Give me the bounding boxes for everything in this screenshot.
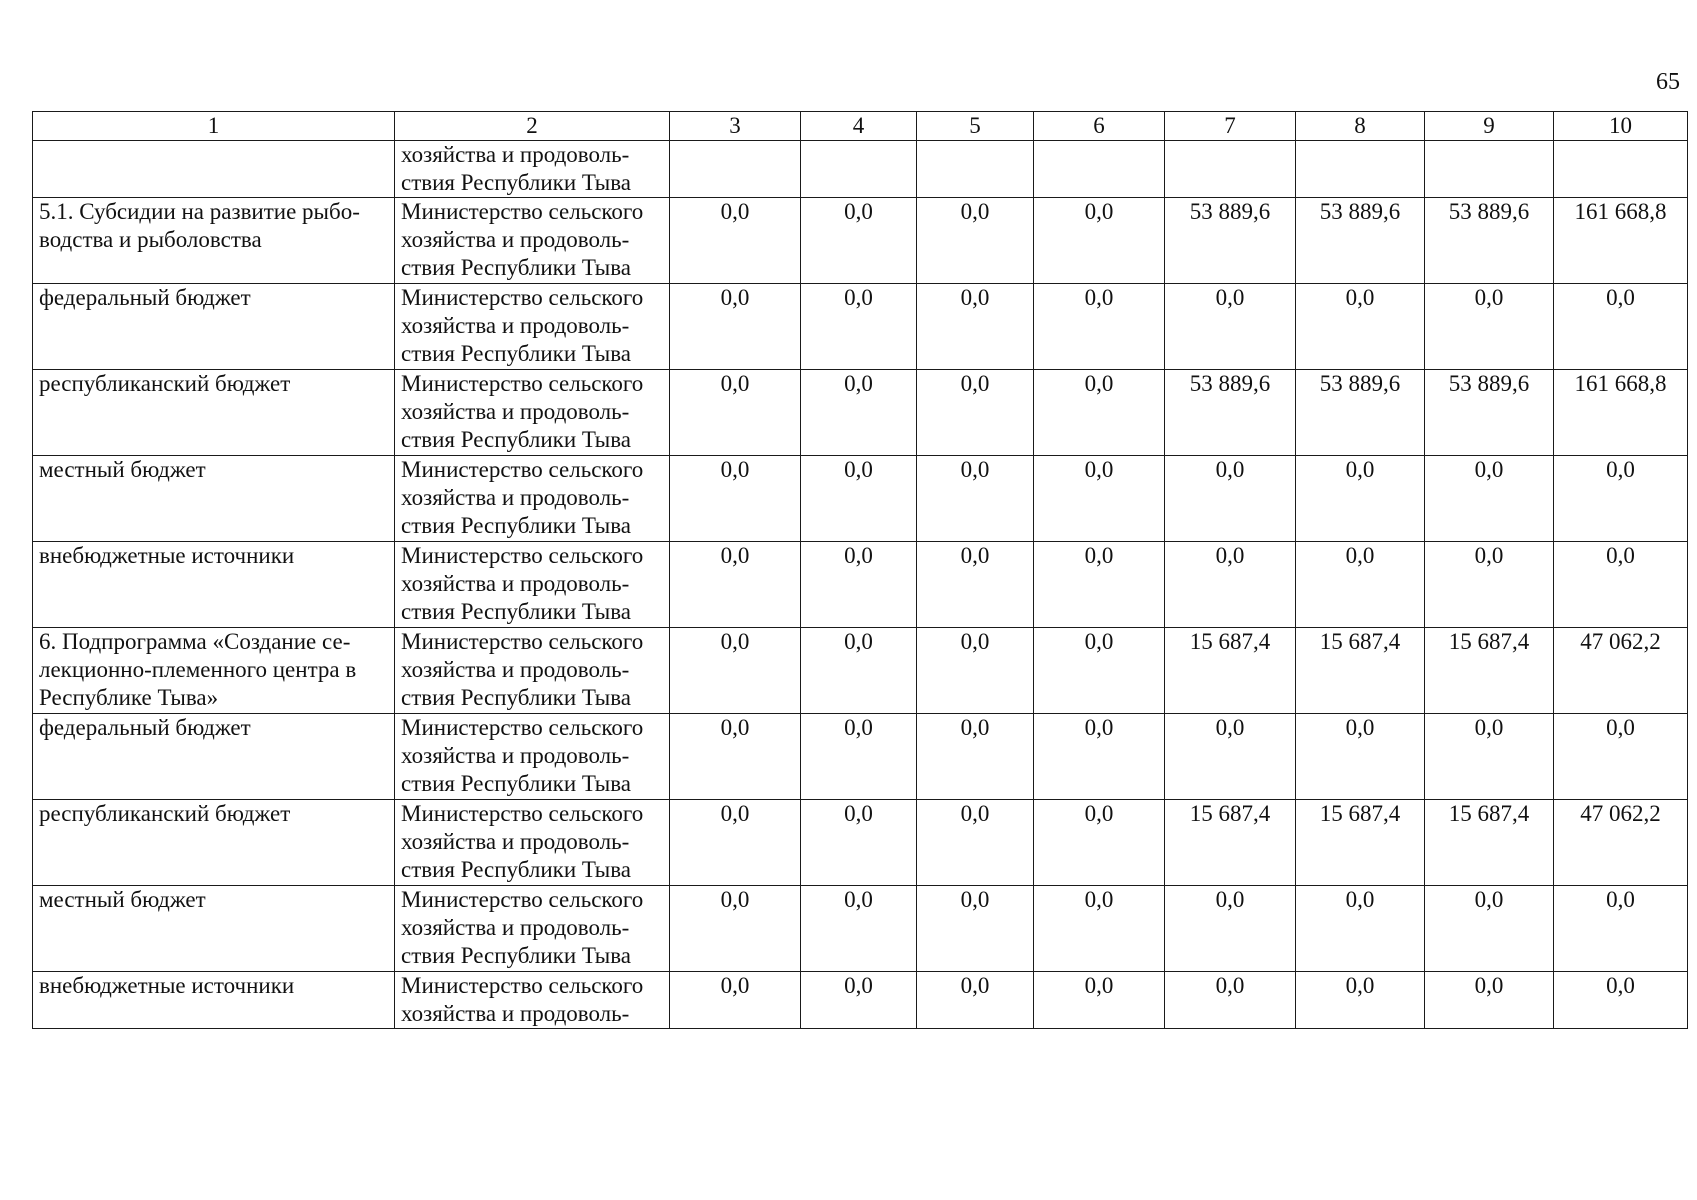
row-name-cell: федеральный бюджет xyxy=(33,284,395,370)
value-cell: 0,0 xyxy=(801,370,917,456)
executor-cell: Министерство сельского хозяйства и продоволь- xyxy=(395,972,670,1029)
value-cell: 0,0 xyxy=(1554,456,1688,542)
value-cell: 0,0 xyxy=(1554,284,1688,370)
executor-cell: Министерство сельского хозяйства и продоволь-ствия Республики Тыва xyxy=(395,370,670,456)
row-name-cell: республиканский бюджет xyxy=(33,800,395,886)
table-row xyxy=(33,370,1688,456)
value-cell: 15 687,4 xyxy=(1425,628,1554,714)
value-cell: 0,0 xyxy=(801,628,917,714)
table-row xyxy=(33,714,1688,800)
value-cell: 0,0 xyxy=(1165,456,1296,542)
header-cell: 1 xyxy=(33,112,395,141)
header-cell: 4 xyxy=(801,112,917,141)
value-cell: 0,0 xyxy=(1034,370,1165,456)
value-cell: 0,0 xyxy=(670,456,801,542)
value-cell: 0,0 xyxy=(1296,284,1425,370)
value-cell: 0,0 xyxy=(1425,284,1554,370)
executor-cell: хозяйства и продоволь-ствия Республики Тыва xyxy=(395,141,670,198)
value-cell: 0,0 xyxy=(1425,886,1554,972)
value-cell: 0,0 xyxy=(1425,456,1554,542)
value-cell: 0,0 xyxy=(801,198,917,284)
table-row xyxy=(33,886,1688,972)
value-cell: 0,0 xyxy=(1165,972,1296,1029)
value-cell xyxy=(1296,141,1425,198)
executor-cell: Министерство сельского хозяйства и продоволь-ствия Республики Тыва xyxy=(395,456,670,542)
value-cell: 0,0 xyxy=(1296,886,1425,972)
value-cell: 0,0 xyxy=(917,714,1034,800)
value-cell: 0,0 xyxy=(1034,886,1165,972)
value-cell: 53 889,6 xyxy=(1165,370,1296,456)
value-cell xyxy=(917,141,1034,198)
table-row xyxy=(33,198,1688,284)
value-cell: 0,0 xyxy=(917,886,1034,972)
value-cell xyxy=(670,141,801,198)
value-cell: 0,0 xyxy=(670,800,801,886)
value-cell: 161 668,8 xyxy=(1554,370,1688,456)
value-cell: 161 668,8 xyxy=(1554,198,1688,284)
value-cell: 0,0 xyxy=(670,714,801,800)
value-cell: 15 687,4 xyxy=(1296,628,1425,714)
value-cell: 53 889,6 xyxy=(1425,370,1554,456)
value-cell: 0,0 xyxy=(670,370,801,456)
value-cell: 0,0 xyxy=(1165,542,1296,628)
value-cell: 0,0 xyxy=(670,198,801,284)
header-cell: 9 xyxy=(1425,112,1554,141)
value-cell xyxy=(1554,141,1688,198)
value-cell: 0,0 xyxy=(1554,972,1688,1029)
value-cell xyxy=(1034,141,1165,198)
header-cell: 5 xyxy=(917,112,1034,141)
table-row xyxy=(33,456,1688,542)
header-cell: 10 xyxy=(1554,112,1688,141)
value-cell: 15 687,4 xyxy=(1425,800,1554,886)
row-name-cell: федеральный бюджет xyxy=(33,714,395,800)
value-cell: 0,0 xyxy=(1425,972,1554,1029)
row-name-cell: 6. Подпрограмма «Создание се-лекционно-племенного центра в Республике Тыва» xyxy=(33,628,395,714)
executor-cell: Министерство сельского хозяйства и продоволь-ствия Республики Тыва xyxy=(395,886,670,972)
value-cell: 0,0 xyxy=(1296,714,1425,800)
value-cell: 0,0 xyxy=(1034,542,1165,628)
value-cell: 0,0 xyxy=(1034,456,1165,542)
row-name-cell: местный бюджет xyxy=(33,886,395,972)
value-cell: 0,0 xyxy=(917,456,1034,542)
value-cell: 0,0 xyxy=(801,972,917,1029)
table-row-continued xyxy=(33,141,1688,198)
table-row xyxy=(33,800,1688,886)
value-cell: 0,0 xyxy=(917,800,1034,886)
value-cell: 0,0 xyxy=(1425,542,1554,628)
value-cell: 0,0 xyxy=(1296,456,1425,542)
header-row xyxy=(33,112,1688,141)
row-name-cell: республиканский бюджет xyxy=(33,370,395,456)
row-name-cell: внебюджетные источники xyxy=(33,972,395,1029)
value-cell: 47 062,2 xyxy=(1554,800,1688,886)
value-cell: 0,0 xyxy=(917,284,1034,370)
value-cell: 0,0 xyxy=(670,628,801,714)
value-cell: 0,0 xyxy=(1034,972,1165,1029)
value-cell: 15 687,4 xyxy=(1296,800,1425,886)
value-cell xyxy=(1165,141,1296,198)
value-cell: 0,0 xyxy=(1034,628,1165,714)
header-cell: 2 xyxy=(395,112,670,141)
value-cell: 0,0 xyxy=(670,284,801,370)
row-name-cell xyxy=(33,141,395,198)
value-cell: 15 687,4 xyxy=(1165,800,1296,886)
value-cell: 0,0 xyxy=(801,800,917,886)
value-cell: 0,0 xyxy=(670,542,801,628)
value-cell: 0,0 xyxy=(1296,542,1425,628)
header-cell: 3 xyxy=(670,112,801,141)
value-cell: 0,0 xyxy=(917,972,1034,1029)
value-cell: 0,0 xyxy=(670,886,801,972)
value-cell: 0,0 xyxy=(1554,886,1688,972)
value-cell: 0,0 xyxy=(917,542,1034,628)
value-cell: 0,0 xyxy=(1034,198,1165,284)
value-cell: 15 687,4 xyxy=(1165,628,1296,714)
value-cell: 0,0 xyxy=(801,284,917,370)
executor-cell: Министерство сельского хозяйства и продоволь-ствия Республики Тыва xyxy=(395,284,670,370)
row-name-cell: внебюджетные источники xyxy=(33,542,395,628)
value-cell: 0,0 xyxy=(1425,714,1554,800)
value-cell: 0,0 xyxy=(1034,284,1165,370)
table-row xyxy=(33,628,1688,714)
value-cell: 0,0 xyxy=(917,628,1034,714)
executor-cell: Министерство сельского хозяйства и продоволь-ствия Республики Тыва xyxy=(395,542,670,628)
value-cell: 53 889,6 xyxy=(1425,198,1554,284)
table-row xyxy=(33,542,1688,628)
value-cell: 0,0 xyxy=(1554,714,1688,800)
value-cell: 0,0 xyxy=(1034,714,1165,800)
table-row xyxy=(33,284,1688,370)
executor-cell: Министерство сельского хозяйства и продоволь-ствия Республики Тыва xyxy=(395,198,670,284)
value-cell: 53 889,6 xyxy=(1296,370,1425,456)
value-cell: 53 889,6 xyxy=(1165,198,1296,284)
value-cell: 0,0 xyxy=(801,886,917,972)
value-cell: 0,0 xyxy=(1554,542,1688,628)
value-cell xyxy=(801,141,917,198)
value-cell xyxy=(1425,141,1554,198)
value-cell: 0,0 xyxy=(917,370,1034,456)
value-cell: 0,0 xyxy=(801,714,917,800)
value-cell: 0,0 xyxy=(1296,972,1425,1029)
value-cell: 0,0 xyxy=(1165,284,1296,370)
executor-cell: Министерство сельского хозяйства и продоволь-ствия Республики Тыва xyxy=(395,800,670,886)
value-cell: 53 889,6 xyxy=(1296,198,1425,284)
value-cell: 0,0 xyxy=(1165,714,1296,800)
header-cell: 7 xyxy=(1165,112,1296,141)
value-cell: 0,0 xyxy=(801,542,917,628)
value-cell: 0,0 xyxy=(1165,886,1296,972)
value-cell: 0,0 xyxy=(670,972,801,1029)
row-name-cell: 5.1. Субсидии на развитие рыбо-водства и рыболовства xyxy=(33,198,395,284)
header-cell: 8 xyxy=(1296,112,1425,141)
table-row xyxy=(33,972,1688,1029)
value-cell: 0,0 xyxy=(917,198,1034,284)
executor-cell: Министерство сельского хозяйства и продоволь-ствия Республики Тыва xyxy=(395,628,670,714)
value-cell: 0,0 xyxy=(1034,800,1165,886)
executor-cell: Министерство сельского хозяйства и продоволь-ствия Республики Тыва xyxy=(395,714,670,800)
row-name-cell: местный бюджет xyxy=(33,456,395,542)
budget-table xyxy=(32,111,1688,1029)
value-cell: 47 062,2 xyxy=(1554,628,1688,714)
value-cell: 0,0 xyxy=(801,456,917,542)
page-number: 65 xyxy=(1656,69,1680,95)
header-cell: 6 xyxy=(1034,112,1165,141)
